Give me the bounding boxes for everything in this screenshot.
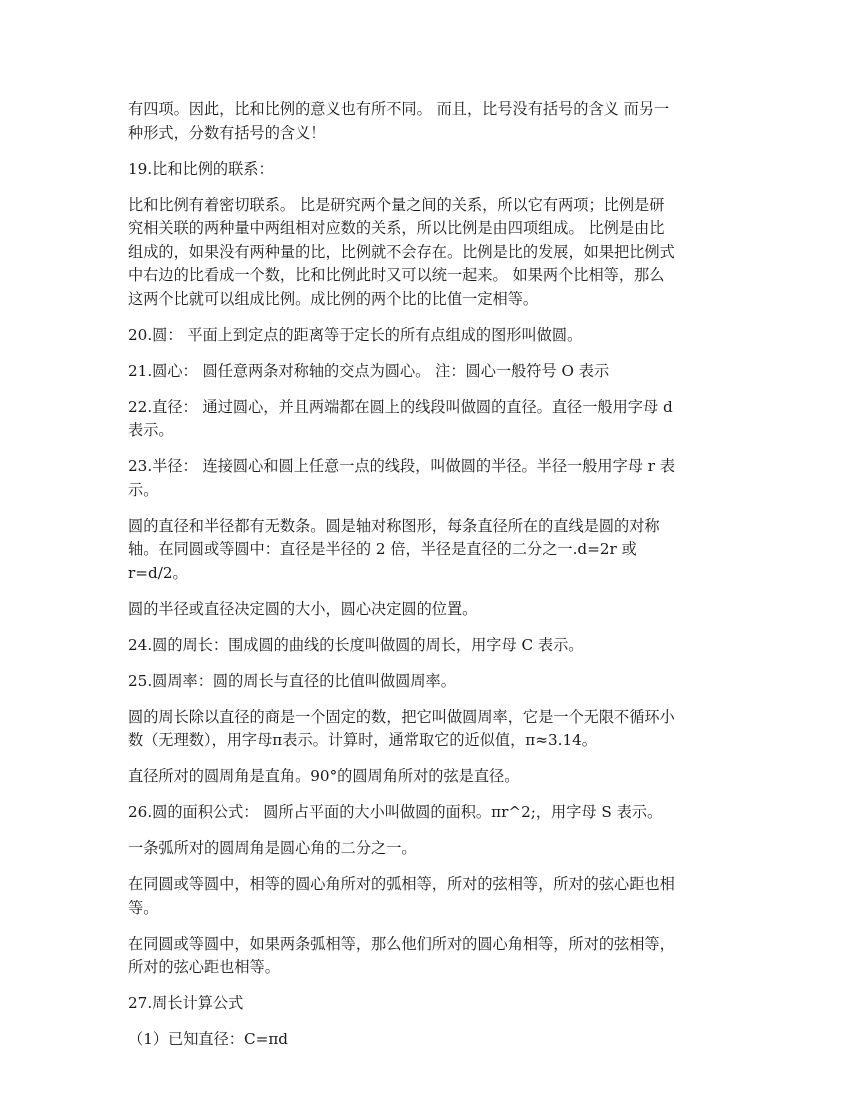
definition-24-circumference: 24.圆的周长：围成圆的曲线的长度叫做圆的周长，用字母 C 表示。 [128, 635, 584, 654]
document-page [128, 98, 734, 1064]
paragraph-ratio-proportion-relation: 比和比例有着密切联系。 比是研究两个量之间的关系，所以它有两项；比例是研 究相关联的两种量中两组相对应数的关系，所以比例是由四项组成。 比例是由比 组成的，如果没有两种量的比，比例就不会存在。比例是比的发展，如果把比例式 中右边的比看成一个数，比和比例此时又可以统一起来。 如果两个比相等，那么 这两个比就可以组成比例。成比例的两个比的比值一定相等。 [128, 195, 675, 308]
definition-25-pi: 25.圆周率：圆的周长与直径的比值叫做圆周率。 [128, 671, 456, 690]
heading-19-ratio-proportion-relation: 19.比和比例的联系： [128, 159, 274, 178]
paragraph-inscribed-right-angle: 直径所对的圆周角是直角。90°的圆周角所对的弦是直径。 [128, 767, 520, 785]
definition-21-center: 21.圆心： 圆任意两条对称轴的交点为圆心。 注：圆心一般符号 O 表示 [128, 361, 610, 380]
definition-23-radius: 23.半径： 连接圆心和圆上任意一点的线段，叫做圆的半径。半径一般用字母 r 表 示。 [128, 457, 676, 499]
paragraph-inscribed-angle-half: 一条弧所对的圆周角是圆心角的二分之一。 [128, 839, 417, 857]
paragraph-diameter-radius-properties: 圆的直径和半径都有无数条。圆是轴对称图形，每条直径所在的直线是圆的对称 轴。在同圆或等圆中：直径是半径的 2 倍，半径是直径的二分之一.d=2r 或 r=d/2。 [128, 516, 660, 582]
paragraph-pi-explanation: 圆的周长除以直径的商是一个固定的数，把它叫做圆周率，它是一个无限不循环小 数（无理数），用字母π表示。计算时，通常取它的近似值，π≈3.14。 [128, 707, 675, 749]
paragraph-ratio-meaning-continued: 有四项。因此，比和比例的意义也有所不同。 而且，比号没有括号的含义 而另一 种形式，分数有括号的含义！ [128, 100, 670, 142]
heading-27-circumference-formula: 27.周长计算公式 [128, 994, 244, 1012]
paragraph-size-position: 圆的半径或直径决定圆的大小，圆心决定圆的位置。 [128, 599, 478, 618]
formula-known-diameter: （1）已知直径：C=πd [128, 1030, 289, 1048]
definition-22-diameter: 22.直径： 通过圆心，并且两端都在圆上的线段叫做圆的直径。直径一般用字母 d 表示。 [128, 397, 673, 439]
definition-20-circle: 20.圆： 平面上到定点的距离等于定长的所有点组成的图形叫做圆。 [128, 325, 583, 344]
paragraph-equal-arcs: 在同圆或等圆中，如果两条弧相等，那么他们所对的圆心角相等，所对的弦相等， 所对的弦心距也相等。 [128, 934, 675, 976]
definition-26-area: 26.圆的面积公式： 圆所占平面的大小叫做圆的面积。πr^2;，用字母 S 表示。 [128, 803, 663, 821]
paragraph-equal-central-angles: 在同圆或等圆中，相等的圆心角所对的弧相等，所对的弦相等，所对的弦心距也相 等。 [128, 875, 675, 917]
